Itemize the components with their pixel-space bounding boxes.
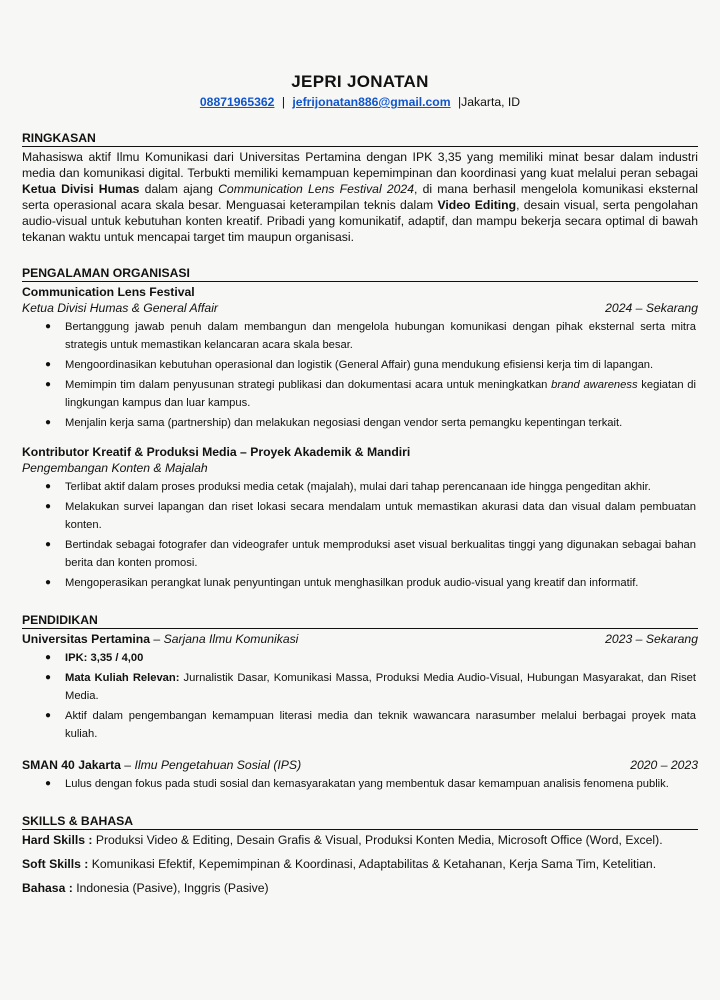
bullet-text: Jurnalistik Dasar, Komunikasi Massa, Produksi Media Audio-Visual, Hubungan Masyarakat, dan Riset Media. bbox=[65, 672, 696, 702]
org1-header bbox=[22, 284, 698, 300]
org1-role: Ketua Divisi Humas & General Affair bbox=[22, 301, 218, 315]
bullet-icon: ● bbox=[45, 577, 52, 588]
bullet-text: Bertanggung jawab penuh dalam membangun dan mengelola hubungan komunikasi dengan pihak eksternal serta mitra strategis untuk memastikan kelancaran acara skala besar. bbox=[65, 321, 696, 351]
summary-skill: Video Editing bbox=[437, 198, 517, 212]
location-separator: | bbox=[457, 95, 462, 109]
org2-name: Kontributor Kreatif & Produksi Media – Proyek Akademik & Mandiri bbox=[22, 445, 411, 459]
org1-period: 2024 – Sekarang bbox=[605, 301, 698, 315]
list-item bbox=[22, 649, 698, 667]
org2-bullets bbox=[22, 478, 698, 592]
soft-skills-label: Soft Skills : bbox=[22, 857, 89, 871]
summary-text-4: , desain visual, serta pengolahan audio-visual untuk kebutuhan konten kreatif. Pribadi yang komunikatif, adaptif, dan mampu bekerja secara optimal di bawah tekanan waktu untuk mencapai target tim maupun organisasi. bbox=[22, 198, 698, 244]
list-item bbox=[22, 414, 698, 432]
list-item bbox=[22, 536, 698, 572]
soft-skills-text: Komunikasi Efektif, Kepemimpinan & Koordinasi, Adaptabilitas & Ketahanan, Kerja Sama Tim, Ketelitian. bbox=[88, 857, 657, 871]
contact-separator: | bbox=[281, 95, 286, 109]
bullet-text: Mengoordinasikan kebutuhan operasional dan logistik (General Affair) guna mendukung efisiensi kerja tim di lapangan. bbox=[65, 359, 654, 371]
summary-text-1: Mahasiswa aktif Ilmu Komunikasi dari Universitas Pertamina dengan IPK 3,35 yang memiliki minat besar dalam industri media dan komunikasi digital. Terbukti memiliki kemampuan kepemimpinan dan koordinasi yang kuat melalui peran sebagai bbox=[22, 150, 698, 180]
location: Jakarta, ID bbox=[461, 95, 521, 109]
bullet-icon: ● bbox=[45, 778, 52, 789]
hard-skills bbox=[22, 832, 698, 848]
summary-text-3: , di mana berhasil mengelola komunikasi eksternal serta operasional acara skala besar. Menguasai keterampilan teknis dalam bbox=[22, 182, 698, 212]
courses-label: Mata Kuliah Relevan: bbox=[65, 672, 180, 684]
email-link[interactable]: jefrijonatan886@gmail.com bbox=[292, 95, 451, 109]
list-item bbox=[22, 478, 698, 496]
soft-skills bbox=[22, 856, 698, 872]
bullet-icon: ● bbox=[45, 672, 52, 683]
bullet-italic: brand awareness bbox=[551, 379, 638, 391]
edu1-bullets bbox=[22, 649, 698, 743]
summary-event: Communication Lens Festival 2024 bbox=[218, 182, 414, 196]
summary-text-2: dalam ajang bbox=[139, 182, 219, 196]
section-title-education: PENDIDIKAN bbox=[22, 613, 698, 629]
summary-role: Ketua Divisi Humas bbox=[22, 182, 140, 196]
edu2-major: Ilmu Pengetahuan Sosial (IPS) bbox=[134, 758, 302, 772]
candidate-name: JEPRI JONATAN bbox=[291, 72, 429, 91]
edu2-bullets bbox=[22, 775, 698, 793]
bullet-text: Lulus dengan fokus pada studi sosial dan kemasyarakatan yang membentuk dasar kemampuan analisis fenomena publik. bbox=[65, 778, 669, 790]
bullet-icon: ● bbox=[45, 359, 52, 370]
bullet-text: Melakukan survei lapangan dan riset lokasi secara mendalam untuk memastikan akurasi data dan visual dalam pembuatan konten. bbox=[65, 501, 696, 531]
bullet-icon: ● bbox=[45, 501, 52, 512]
hard-skills-label: Hard Skills : bbox=[22, 833, 93, 847]
edu1-school: Universitas Pertamina bbox=[22, 632, 151, 646]
hard-skills-text: Produksi Video & Editing, Desain Grafis & Visual, Produksi Konten Media, Microsoft Office (Word, Excel). bbox=[92, 833, 663, 847]
bullet-icon: ● bbox=[45, 539, 52, 550]
bullet-icon: ● bbox=[45, 417, 52, 428]
edu2-period: 2020 – 2023 bbox=[630, 758, 698, 772]
bullet-text: Aktif dalam pengembangan kemampuan literasi media dan teknik wawancara narasumber melalui berbagai proyek mata kuliah. bbox=[65, 710, 696, 740]
list-item bbox=[22, 498, 698, 534]
section-title-skills: SKILLS & BAHASA bbox=[22, 814, 698, 830]
bullet-icon: ● bbox=[45, 379, 52, 390]
section-title-summary: RINGKASAN bbox=[22, 131, 698, 147]
summary-paragraph bbox=[22, 149, 698, 245]
org2-role-row bbox=[22, 460, 698, 476]
section-title-experience: PENGALAMAN ORGANISASI bbox=[22, 266, 698, 282]
edu1-header bbox=[22, 631, 698, 647]
edu1-period: 2023 – Sekarang bbox=[605, 632, 698, 646]
org2-header bbox=[22, 444, 698, 460]
languages-label: Bahasa : bbox=[22, 881, 73, 895]
bullet-icon: ● bbox=[45, 481, 52, 492]
list-item bbox=[22, 707, 698, 743]
bullet-text: Mengoperasikan perangkat lunak penyuntingan untuk menghasilkan produk audio-visual yang kreatif dan informatif. bbox=[65, 577, 639, 589]
bullet-icon: ● bbox=[45, 321, 52, 332]
gpa: IPK: 3,35 / 4,00 bbox=[65, 652, 144, 664]
contact-line bbox=[22, 95, 698, 109]
edu2-title bbox=[22, 757, 301, 773]
bullet-text: Bertindak sebagai fotografer dan videografer untuk memproduksi aset visual berkualitas tinggi yang digunakan sebagai bahan berita dan konten promosi. bbox=[65, 539, 696, 569]
bullet-icon: ● bbox=[45, 710, 52, 721]
list-item bbox=[22, 669, 698, 705]
bullet-text: Memimpin tim dalam penyusunan strategi publikasi dan dokumentasi acara untuk meningkatkan bbox=[65, 379, 552, 391]
list-item bbox=[22, 376, 698, 412]
languages-text: Indonesia (Pasive), Inggris (Pasive) bbox=[72, 881, 269, 895]
list-item bbox=[22, 574, 698, 592]
list-item bbox=[22, 775, 698, 793]
phone-link[interactable]: 08871965362 bbox=[199, 95, 275, 109]
org1-role-row bbox=[22, 300, 698, 316]
bullet-icon: ● bbox=[45, 652, 52, 663]
edu2-header bbox=[22, 757, 698, 773]
bullet-text: kegiatan di lingkungan kampus dan luar kampus. bbox=[65, 379, 696, 409]
org2-role: Pengembangan Konten & Majalah bbox=[22, 461, 208, 475]
languages bbox=[22, 880, 698, 896]
bullet-text: Menjalin kerja sama (partnership) dan melakukan negosiasi dengan vendor serta pemangku kepentingan terkait. bbox=[65, 417, 623, 429]
edu2-dash: – bbox=[120, 758, 135, 772]
edu1-title bbox=[22, 631, 298, 647]
edu2-school: SMAN 40 Jakarta bbox=[22, 758, 121, 772]
list-item bbox=[22, 318, 698, 354]
org1-name: Communication Lens Festival bbox=[22, 285, 195, 299]
bullet-text: Terlibat aktif dalam proses produksi media cetak (majalah), mulai dari tahap perencanaan ide hingga pengeditan akhir. bbox=[65, 481, 651, 493]
edu1-degree: Sarjana Ilmu Komunikasi bbox=[163, 632, 299, 646]
org1-bullets bbox=[22, 318, 698, 432]
list-item bbox=[22, 356, 698, 374]
edu1-dash: – bbox=[150, 632, 164, 646]
